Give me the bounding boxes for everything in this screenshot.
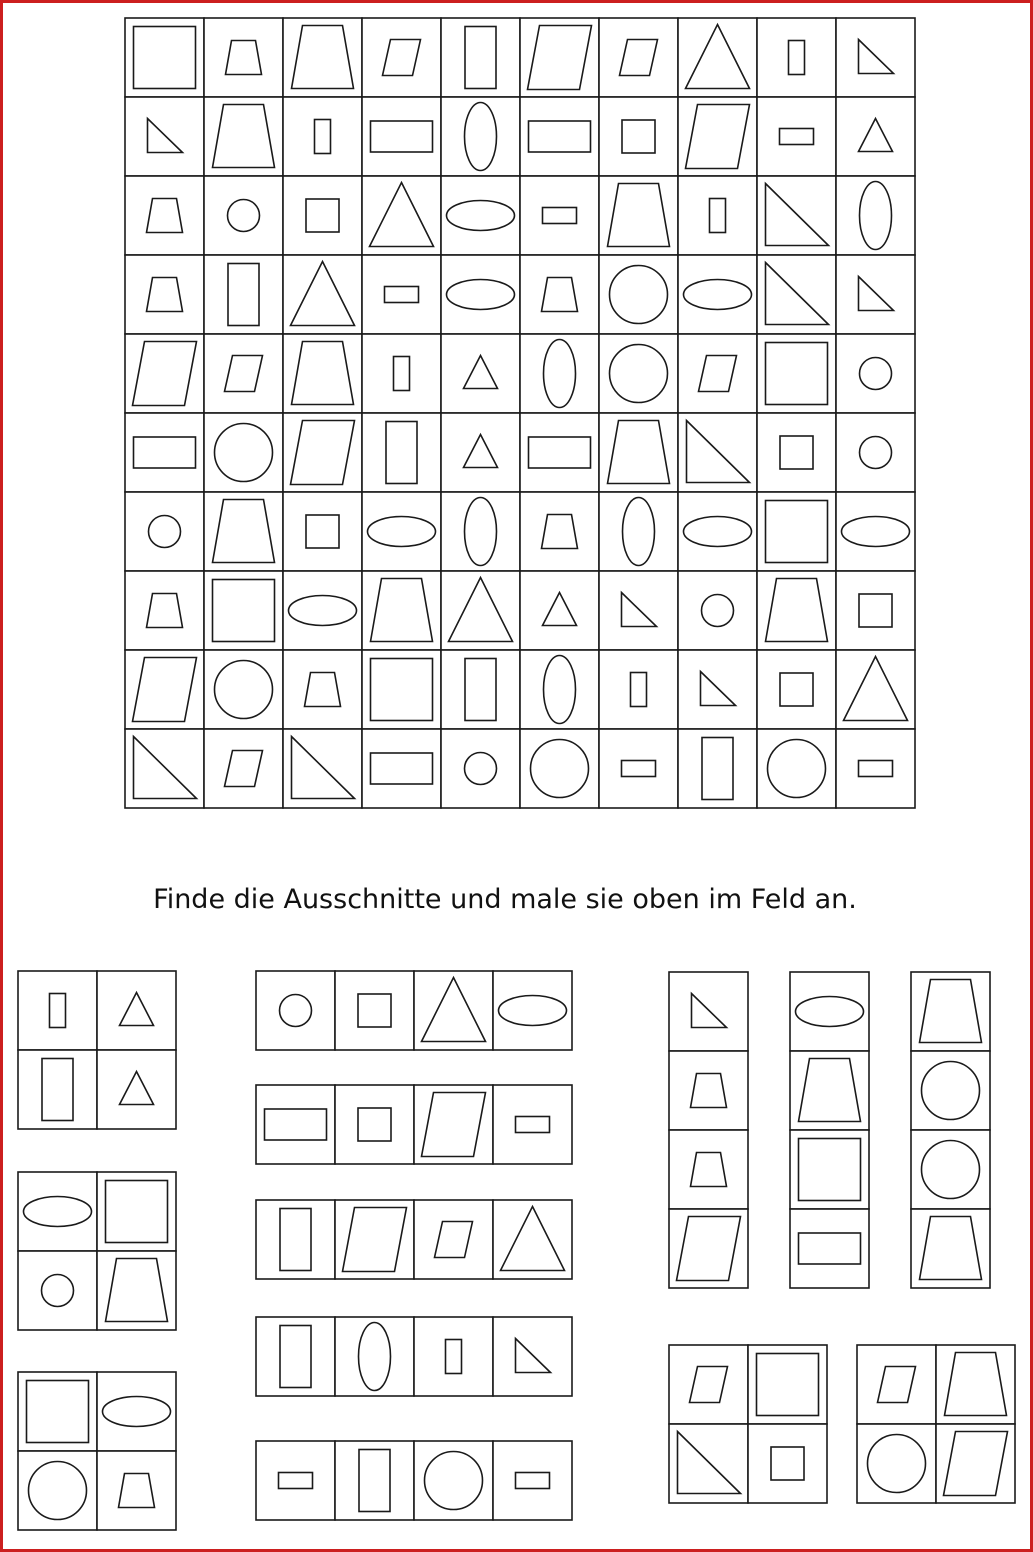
- grid-cell: [441, 97, 520, 176]
- grid-cell: [362, 413, 441, 492]
- grid-cell: [520, 334, 599, 413]
- grid-cell: [414, 1200, 493, 1279]
- grid-cell: [18, 1372, 97, 1451]
- grid-cell: [283, 413, 362, 492]
- grid-cell: [599, 334, 678, 413]
- grid-cell: [256, 1200, 335, 1279]
- grid-cell: [520, 729, 599, 808]
- instruction-text: Finde die Ausschnitte und male sie oben im Feld an.: [153, 884, 857, 915]
- grid-cell: [414, 1441, 493, 1520]
- grid-cell: [335, 1200, 414, 1279]
- grid-cell: [520, 650, 599, 729]
- grid-cell: [520, 413, 599, 492]
- grid-cell: [18, 1172, 97, 1251]
- grid-cell: [757, 334, 836, 413]
- grid-cell: [599, 729, 678, 808]
- grid-cell: [362, 255, 441, 334]
- grid-cell: [125, 18, 204, 97]
- grid-cell: [125, 334, 204, 413]
- puzzle-p1x4-e: [256, 1441, 572, 1520]
- grid-cell: [362, 729, 441, 808]
- grid-cell: [748, 1345, 827, 1424]
- grid-cell: [204, 492, 283, 571]
- grid-cell: [857, 1345, 936, 1424]
- puzzle-p2x2-a: [18, 971, 176, 1129]
- grid-cell: [678, 492, 757, 571]
- grid-cell: [836, 492, 915, 571]
- grid-cell: [911, 972, 990, 1051]
- grid-cell: [283, 18, 362, 97]
- grid-cell: [836, 729, 915, 808]
- grid-cell: [493, 1200, 572, 1279]
- main-shape-grid: [125, 18, 915, 808]
- grid-cell: [748, 1424, 827, 1503]
- grid-cell: [18, 1251, 97, 1330]
- grid-cell: [283, 334, 362, 413]
- grid-cell: [414, 971, 493, 1050]
- grid-cell: [125, 571, 204, 650]
- grid-cell: [836, 97, 915, 176]
- grid-cell: [836, 413, 915, 492]
- grid-cell: [97, 1172, 176, 1251]
- grid-cell: [204, 650, 283, 729]
- grid-cell: [256, 1441, 335, 1520]
- puzzle-p2x2-d: [669, 1345, 827, 1503]
- grid-cell: [790, 972, 869, 1051]
- grid-cell: [790, 1130, 869, 1209]
- grid-cell: [204, 176, 283, 255]
- puzzle-p1x4-d: [256, 1317, 572, 1396]
- grid-cell: [836, 255, 915, 334]
- grid-cell: [283, 650, 362, 729]
- grid-cell: [678, 729, 757, 808]
- grid-cell: [204, 255, 283, 334]
- grid-cell: [362, 650, 441, 729]
- grid-cell: [18, 1451, 97, 1530]
- grid-cell: [18, 1050, 97, 1129]
- grid-cell: [836, 334, 915, 413]
- grid-cell: [678, 97, 757, 176]
- puzzle-p4x1-b: [790, 972, 869, 1288]
- grid-cell: [599, 255, 678, 334]
- grid-cell: [283, 492, 362, 571]
- grid-cell: [911, 1209, 990, 1288]
- grid-cell: [599, 176, 678, 255]
- grid-cell: [18, 971, 97, 1050]
- grid-cell: [936, 1424, 1015, 1503]
- grid-cell: [283, 176, 362, 255]
- grid-cell: [441, 729, 520, 808]
- puzzle-p1x4-b: [256, 1085, 572, 1164]
- grid-cell: [97, 1372, 176, 1451]
- grid-cell: [97, 1251, 176, 1330]
- grid-cell: [757, 650, 836, 729]
- grid-cell: [678, 571, 757, 650]
- grid-cell: [125, 413, 204, 492]
- grid-cell: [414, 1317, 493, 1396]
- grid-cell: [441, 255, 520, 334]
- grid-cell: [836, 18, 915, 97]
- grid-cell: [335, 1085, 414, 1164]
- grid-cell: [757, 18, 836, 97]
- grid-cell: [97, 971, 176, 1050]
- grid-cell: [441, 413, 520, 492]
- grid-cell: [669, 972, 748, 1051]
- grid-cell: [599, 413, 678, 492]
- grid-cell: [599, 571, 678, 650]
- grid-cell: [283, 255, 362, 334]
- grid-cell: [125, 176, 204, 255]
- grid-cell: [362, 18, 441, 97]
- grid-cell: [678, 176, 757, 255]
- grid-cell: [599, 650, 678, 729]
- grid-cell: [125, 97, 204, 176]
- grid-cell: [757, 729, 836, 808]
- grid-cell: [335, 1441, 414, 1520]
- grid-cell: [678, 255, 757, 334]
- grid-cell: [204, 413, 283, 492]
- grid-cell: [125, 650, 204, 729]
- grid-cell: [678, 334, 757, 413]
- grid-cell: [441, 492, 520, 571]
- grid-cell: [520, 18, 599, 97]
- grid-cell: [911, 1130, 990, 1209]
- grid-cell: [678, 650, 757, 729]
- grid-cell: [836, 650, 915, 729]
- puzzle-p4x1-c: [911, 972, 990, 1288]
- grid-cell: [204, 729, 283, 808]
- grid-cell: [493, 1317, 572, 1396]
- grid-cell: [669, 1209, 748, 1288]
- grid-cell: [414, 1085, 493, 1164]
- grid-cell: [204, 18, 283, 97]
- grid-cell: [757, 492, 836, 571]
- grid-cell: [911, 1051, 990, 1130]
- grid-cell: [256, 1085, 335, 1164]
- puzzle-p2x2-c: [18, 1372, 176, 1530]
- grid-cell: [283, 571, 362, 650]
- grid-cell: [757, 97, 836, 176]
- grid-cell: [362, 176, 441, 255]
- grid-cell: [256, 971, 335, 1050]
- grid-cell: [757, 413, 836, 492]
- grid-cell: [836, 176, 915, 255]
- grid-cell: [256, 1317, 335, 1396]
- grid-cell: [97, 1050, 176, 1129]
- grid-cell: [520, 571, 599, 650]
- puzzle-p2x2-b: [18, 1172, 176, 1330]
- puzzle-p1x4-a: [256, 971, 572, 1050]
- grid-cell: [441, 650, 520, 729]
- grid-cell: [520, 492, 599, 571]
- grid-cell: [493, 1441, 572, 1520]
- grid-cell: [125, 492, 204, 571]
- grid-cell: [520, 255, 599, 334]
- grid-cell: [520, 176, 599, 255]
- grid-cell: [520, 97, 599, 176]
- grid-cell: [362, 571, 441, 650]
- grid-cell: [790, 1209, 869, 1288]
- grid-cell: [335, 1317, 414, 1396]
- grid-cell: [599, 18, 678, 97]
- grid-cell: [441, 571, 520, 650]
- grid-cell: [669, 1051, 748, 1130]
- grid-cell: [936, 1345, 1015, 1424]
- puzzle-p1x4-c: [256, 1200, 572, 1279]
- grid-cell: [669, 1130, 748, 1209]
- grid-cell: [204, 334, 283, 413]
- grid-cell: [790, 1051, 869, 1130]
- grid-cell: [836, 571, 915, 650]
- grid-cell: [97, 1451, 176, 1530]
- grid-cell: [362, 492, 441, 571]
- grid-cell: [204, 571, 283, 650]
- grid-cell: [283, 97, 362, 176]
- grid-cell: [362, 334, 441, 413]
- grid-cell: [441, 18, 520, 97]
- grid-cell: [125, 255, 204, 334]
- puzzle-p2x2-e: [857, 1345, 1015, 1503]
- grid-cell: [857, 1424, 936, 1503]
- grid-cell: [678, 18, 757, 97]
- grid-cell: [493, 971, 572, 1050]
- grid-cell: [757, 571, 836, 650]
- grid-cell: [669, 1345, 748, 1424]
- grid-cell: [441, 334, 520, 413]
- puzzle-p4x1-a: [669, 972, 748, 1288]
- grid-cell: [599, 492, 678, 571]
- grid-cell: [441, 176, 520, 255]
- grid-cell: [335, 971, 414, 1050]
- grid-cell: [362, 97, 441, 176]
- grid-cell: [204, 97, 283, 176]
- grid-cell: [493, 1085, 572, 1164]
- grid-cell: [599, 97, 678, 176]
